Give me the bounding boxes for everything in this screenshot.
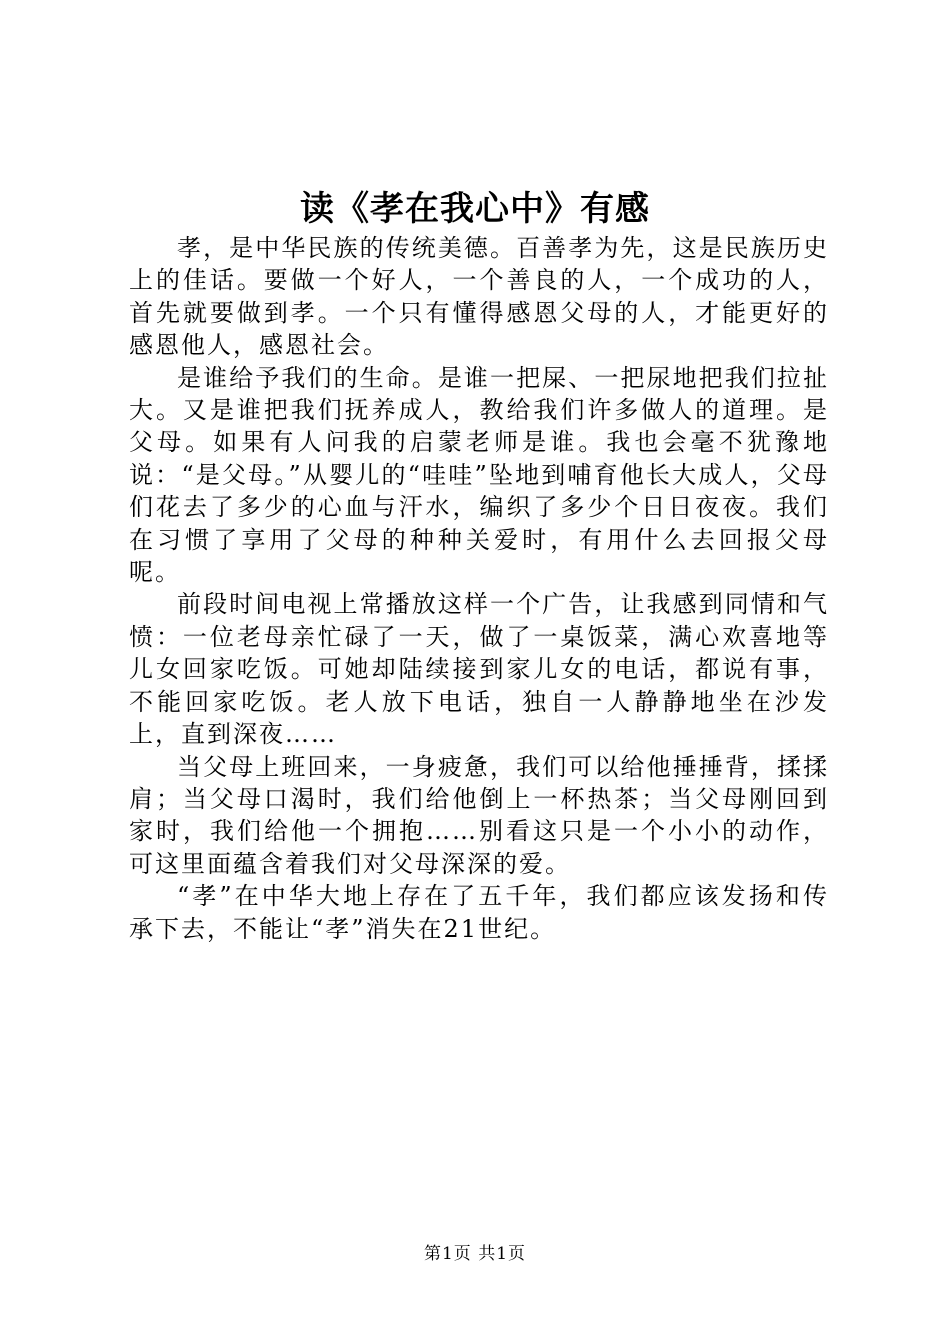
paragraph-3: 前段时间电视上常播放这样一个广告，让我感到同情和气愤：一位老母亲忙碌了一天，做了一桌饭菜，满心欢喜地等儿女回家吃饭。可她却陆续接到家儿女的电话，都说有事，不能回家吃饭。老人放下电话，独自一人静静地坐在沙发上，直到深夜…… [129, 590, 829, 749]
page-footer: 第1页 共1页 [423, 1244, 527, 1264]
paragraph-1: 孝，是中华民族的传统美德。百善孝为先，这是民族历史上的佳话。要做一个好人，一个善良的人，一个成功的人，首先就要做到孝。一个只有懂得感恩父母的人，才能更好的感恩他人，感恩社会。 [129, 234, 829, 360]
paragraph-2: 是谁给予我们的生命。是谁一把屎、一把尿地把我们拉扯大。又是谁把我们抚养成人，教给我们许多做人的道理。是父母。如果有人问我的启蒙老师是谁。我也会毫不犹豫地说：“是父母。”从婴儿的“哇哇”坠地到哺育他长大成人，父母们花去了多少的心血与汗水，编织了多少个日日夜夜。我们在习惯了享用了父母的种种关爱时，有用什么去回报父母呢。 [129, 363, 829, 587]
paragraph-4: 当父母上班回来，一身疲惫，我们可以给他捶捶背，揉揉肩；当父母口渴时，我们给他倒上一杯热茶；当父母刚回到家时，我们给他一个拥抱……别看这只是一个小小的动作，可这里面蕴含着我们对父母深深的爱。 [129, 752, 829, 878]
document-title: 读《孝在我心中》有感 [300, 189, 650, 229]
paragraph-5: “孝”在中华大地上存在了五千年，我们都应该发扬和传承下去，不能让“孝”消失在21世纪。 [129, 882, 829, 943]
document-body [129, 232, 829, 945]
